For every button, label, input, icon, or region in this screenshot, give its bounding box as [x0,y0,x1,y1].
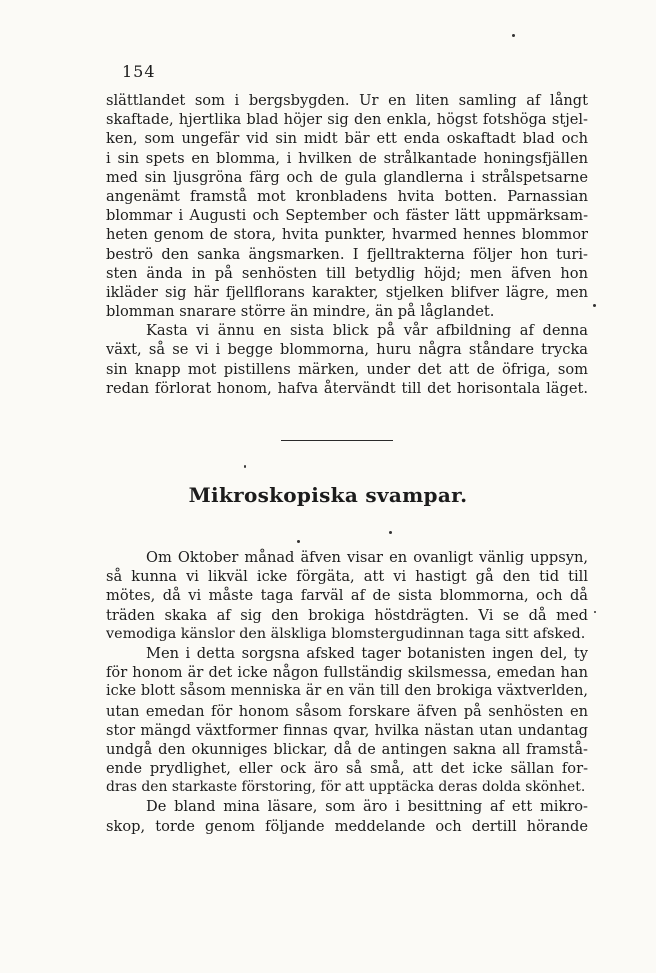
text-line: slättlandet som i bergsbygden. Ur en liten samling af långt [106,92,588,109]
text-line: ken, som ungefär vid sin midt bär ett enda oskaftadt blad och [106,130,588,148]
text-line: Kasta vi ännu en sista blick på vår afbildning af denna [146,322,588,340]
text-line: mötes, då vi måste taga farväl af de sista blommorna, och då [106,587,588,605]
text-line: redan förlorat honom, hafva återvändt till det horisontala läget. [106,379,588,397]
text-line: i sin spets en blomma, i hvilken de strålkantade honingsfjällen [106,149,588,167]
text-line: ende prydlighet, eller ock äro så små, att det icke sällan for- [106,760,588,778]
text-line: blomman snarare större än mindre, än på låglandet. [106,303,495,321]
section-divider [281,440,393,441]
text-line: träden skaka af sig den brokiga höstdrägten. Vi se då med [106,606,588,624]
text-line: med sin ljusgröna färg och de gula glandlerna i strålspetsarne [106,168,588,186]
text-line: ikläder sig här fjellflorans karakter, stjelken blifver lägre, men [106,283,588,301]
text-line: skop, torde genom följande meddelande och dertill hörande [106,817,588,835]
ink-speck [244,465,246,468]
text-line: dras den starkaste förstoring, för att upptäcka deras dolda skönhet. [106,779,586,796]
text-line: angenämt framstå mot kronbladens hvita botten. Parnassian [106,187,588,205]
text-line: beströ den sanka ängsmarken. I fjelltrakterna följer hon turi- [106,245,588,263]
text-line: för honom är det icke någon fullständig skilsmessa, emedan han [106,664,588,682]
text-line: sten ända in på senhösten till betydlig höjd; men äfven hon [106,264,588,282]
text-line: undgå den okunniges blickar, då de antingen sakna all framstå- [106,740,588,758]
section-heading: Mikroskopiska svampar. [188,483,468,507]
text-line: heten genom de stora, hvita punkter, hvarmed hennes blommor [106,226,588,244]
page-number: 154 [122,62,156,81]
text-line: icke blott såsom menniska är en vän till den brokiga växtverlden, [106,683,588,700]
text-line: Om Oktober månad äfven visar en ovanligt vänlig uppsyn, [146,549,588,566]
paragraph-parnassia [106,91,588,398]
ink-speck [593,304,596,307]
text-line: stor mängd växtformer finnas qvar, hvilka nästan utan undantag [106,721,588,739]
ink-speck [389,531,392,534]
paragraph-microscopic-fungi [106,548,588,836]
text-line: växt, så se vi i begge blommorna, huru några ståndare trycka [106,341,588,359]
ink-speck [512,34,515,37]
ink-speck [594,611,596,613]
text-line: utan emedan för honom såsom forskare äfven på senhösten en [106,702,588,720]
ink-speck [297,540,300,543]
text-line: blommar i Augusti och September och fäster lätt uppmärksam- [106,207,588,225]
text-line: så kunna vi likväl icke förgäta, att vi hastigt gå den tid till [106,568,588,586]
text-line: vemodiga känslor den älskliga blomstergudinnan taga sitt afsked. [106,625,586,642]
text-line: Men i detta sorgsna afsked tager botanisten ingen del, ty [146,644,588,662]
text-line: De bland mina läsare, som äro i besittning af ett mikro- [146,798,588,816]
text-line: skaftade, hjertlika blad höjer sig den enkla, högst fotshöga stjel- [106,111,588,129]
text-line: sin knapp mot pistillens märken, under det att de öfriga, som [106,360,588,378]
